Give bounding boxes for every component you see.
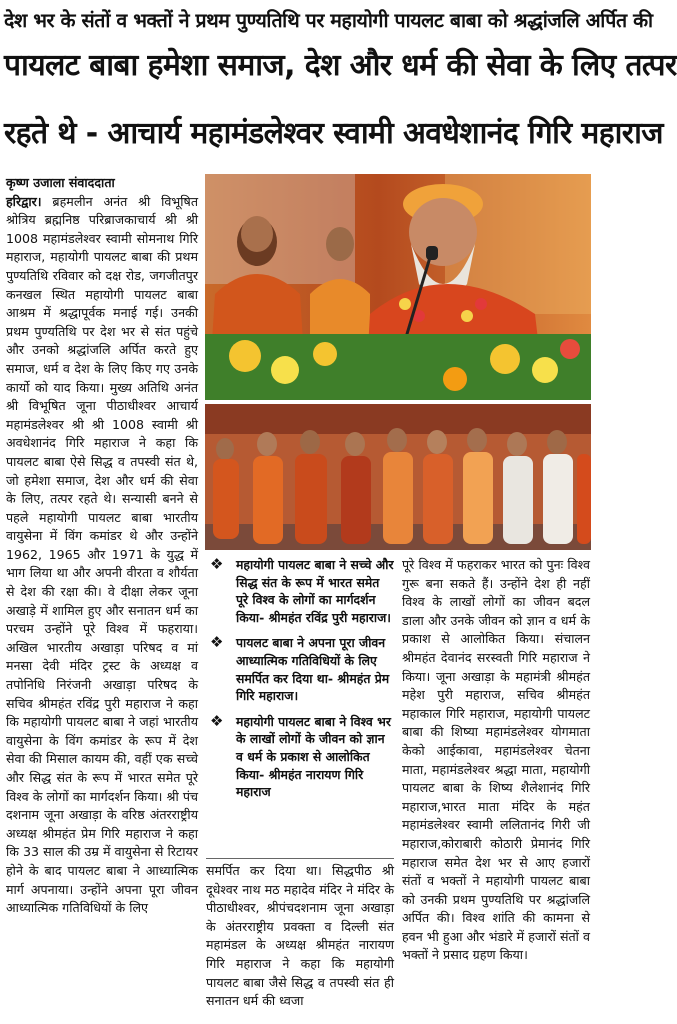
right-column-text: पूरे विश्व में फहराकर भारत को पुनः विश्व गुरू बना सकते हैं। उन्होंने देश ही नहीं विश्व के लाखों लोगों का जीवन बदल डाला और उनके जीवन को ज्ञान व धर्म के प्रकाश से आलोकित किया। संचालन श्रीमहंत देवानंद सरस्वती गिरि महाराज ने किया। जूना अखाड़ा के महामंत्री श्रीमहंत महेश पुरी महाराज, सचिव श्रीमहंत महाकाल गिरि महाराज, महायोगी पायलट बाबा की शिष्या महामंडलेश्वर योगमाता केको आईकावा, महामंडलेश्वर चेतना माता, महामंडलेश्वर श्रद्धा माता, महायोगी पायलट बाबा के शिष्य शैलेशानंद गिरि महाराज,भारत माता मंदिर के महंत महामंडलेश्वर स्वामी ललितानंद गिरी जी महाराज,कोराबारी कोठारी प्रेमानंद गिरि महाराज समेत देश भर से आए हजारों संतों व भक्तों ने महायोगी पायलट बाबा को उनकी प्रथम पुण्यतिथि पर श्रद्धांजलि अर्पित की। विश्व शांति की कामना से हवन भी हुआ और भंडारे में हजारों संतों व भक्तों ने प्रसाद ग्रहण किया। [402,557,590,963]
highlight-text: महायोगी पायलट बाबा ने विश्व भर के लाखों लोगों के जीवन को ज्ञान व धर्म के प्रकाश से आलोकित किया- श्रीमहंत नारायण गिरि महाराज [236,713,391,800]
highlights-divider [206,858,394,859]
diamond-bullet-icon: ❖ [210,711,224,730]
highlight-item [206,713,394,801]
right-column [402,556,590,1022]
photo-speaker [205,174,591,400]
photo-group-saints [205,404,591,550]
diamond-bullet-icon: ❖ [210,555,224,573]
highlight-text: पायलट बाबा ने अपना पूरा जीवन आध्यात्मिक गतिविधियों के लिए समर्पित कर दिया था- श्रीमहंत प्रेम गिरि महाराज। [236,635,390,704]
photo-speaker-image [205,174,591,400]
highlight-item [206,556,394,626]
headline-main-line-2: रहते थे - आचार्य महामंडलेश्वर स्वामी अवधेशानंद गिरि महाराज [4,116,663,151]
highlight-text: महायोगी पायलट बाबा ने सच्चे और सिद्ध संत के रूप में भारत समेत पूरे विश्व के लोगों का मार्गदर्शन किया- श्रीमहंत रविंद्र पुरी महाराज। [236,557,394,625]
left-column [6,174,198,1022]
byline: कृष्ण उजाला संवाददाता [6,175,115,190]
dateline: हरिद्वार। [6,193,42,209]
middle-column [206,862,394,1022]
middle-column-text: समर्पित कर दिया था। सिद्धपीठ श्री दूधेश्वर नाथ मठ महादेव मंदिर ने मंदिर के पीठाधीश्वर, श्रीपंचदशनाम जूना अखाड़ा के अंतरराष्ट्रीय प्रवक्ता व दिल्ली संत महामंडल के अध्यक्ष श्रीमहंत नारायण गिरि महाराज ने कहा कि महायोगी पायलट बाबा जैसे सिद्ध व तपस्वी संत ही सनातन धर्म की ध्वजा [206,863,394,1009]
left-column-text: ब्रहमलीन अनंत श्री विभूषित श्रोत्रिय ब्रह्मनिष्ठ परिब्राजकाचार्य श्री श्री 1008 महामंडलेश्वर स्वामी सोमनाथ गिरि महाराज, महायोगी पायलट बाबा की प्रथम पुण्यतिथि रविवार को दक्ष रोड, जगजीतपुर कनखल स्थित महायोगी पायलट बाबा आश्रम में श्रद्धापूर्वक मनाई गई। उनकी प्रथम पुण्यतिथि पर देश भर से संत पहुंचे और उनको श्रद्धांजलि अर्पित करते हुए समाज, धर्म व देश के लिए किए गए उनके कार्यो को याद किया। मुख्य अतिथि अनंत श्री विभूषित जूना पीठाधीश्वर आचार्य महामंडलेश्वर श्री श्री 1008 स्वामी श्री अवधेशानंद गिरि महाराज ने कहा कि पायलट बाबा ऐसे सिद्ध व तपस्वी संत थे, जो हमेशा समाज, देश और धर्म की सेवा के लिए, तत्पर रहते थे। सन्यासी बनने से पहले महायोगी पायलट बाबा भारतीय वायुसेना में विंग कमांडर थे और उन्होंने 1962, 1965 और 1971 के युद्ध में भाग लिया था और अपनी वीरता व शौर्यता से देश की रक्षा की। वे दीक्षा लेकर जूना अखाड़े में शामिल हुए और सनातन धर्म का परचम उन्होंने पूरे विश्व में फहराया। अखिल भारतीय अखाड़ा परिषद व मां मनसा देवी मंदिर ट्रस्ट के अध्यक्ष व तपोनिधि निरंजनी अखाड़ा परिषद के सचिव श्रीमहंत रविंद्र पुरी महाराज ने कहा कि महायोगी पायलट बाबा ने जहां भारतीय वायुसेना के विंग कमांडर के रूप में देश सेवा की मिसाल कायम की, वहीं एक सच्चे और सिद्ध संत के रूप में भारत समेत पूरे विश्व के लोगों का मार्गदर्शन किया। श्री पंच दशनाम जूना अखाड़ा के वरिष्ठ अंतरराष्ट्रीय अध्यक्ष श्रीमहंत प्रेम गिरि महाराज ने कहा कि 33 साल की उम्र में वायुसेना से रिटायर होने के बाद पायलट बाबा ने आध्यात्मिक मार्ग अपनाया। उन्होंने अपना पूरा जीवन आध्यात्मिक गतिविधियों के लिए [6,193,198,916]
photo-group-saints-image [205,404,591,550]
headline-main-line-1: पायलट बाबा हमेशा समाज, देश और धर्म की सेवा के लिए तत्पर [4,48,677,83]
diamond-bullet-icon: ❖ [210,633,224,652]
highlight-item [206,634,394,704]
highlights-box [206,556,394,856]
headline-top: देश भर के संतों व भक्तों ने प्रथम पुण्यतिथि पर महायोगी पायलट बाबा को श्रद्धांजलि अर्पित की [4,9,653,32]
